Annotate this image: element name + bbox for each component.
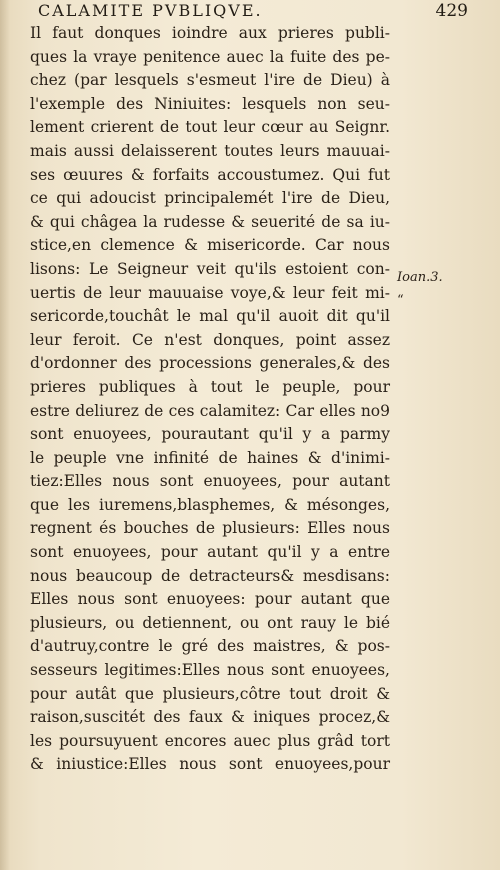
text-line: mais aussi delaisserent toutes leurs mauuai- [30, 141, 390, 160]
page-number: 429 [435, 1, 468, 21]
text-line: chez (par lesquels s'esmeut l'ire de Dieu) à [30, 71, 390, 90]
text-line: sesseurs legitimes:Elles nous sont enuoyees, [30, 661, 390, 680]
text-line: sont enuoyees, pour autant qu'il y a entre [30, 543, 390, 562]
text-line: Elles nous sont enuoyees: pour autant que [30, 590, 390, 609]
text-line: leur feroit. Ce n'est donques, point assez [30, 330, 390, 349]
text-line: lisons: Le Seigneur veit qu'ils estoient con- [30, 259, 390, 278]
text-line: le peuple vne infinité de haines & d'inimi- [30, 448, 390, 467]
text-line: lement crierent de tout leur cœur au Seignr. [30, 118, 390, 137]
text-line: sericorde,touchât le mal qu'il auoit dit qu'il [30, 307, 390, 326]
text-line: regnent és bouches de plusieurs: Elles nous [30, 519, 390, 538]
text-line: & iniustice:Elles nous sont enuoyees,pour [30, 755, 390, 774]
text-line: sont enuoyees, pourautant qu'il y a parmy [30, 425, 390, 444]
text-line: que les iuremens,blasphemes, & mésonges, [30, 495, 390, 514]
text-line: ques la vraye penitence auec la fuite des pe- [30, 47, 390, 66]
text-line: d'autruy,contre le gré des maistres, & pos- [30, 637, 390, 656]
text-line: tiez:Elles nous sont enuoyees, pour autant [30, 472, 390, 491]
text-line: uertis de leur mauuaise voye,& leur feit mi- [30, 283, 390, 302]
text-line: prieres publiques à tout le peuple, pour [30, 377, 390, 396]
margin-quote-mark: “ [397, 293, 404, 308]
text-line: plusieurs, ou detiennent, ou ont rauy le bié [30, 613, 390, 632]
text-line: Il faut donques ioindre aux prieres publi- [30, 24, 390, 42]
page-gutter-shadow [0, 0, 10, 870]
text-line: nous beaucoup de detracteurs& mesdisans: [30, 566, 390, 585]
text-line: & qui châgea la rudesse & seuerité de sa iu- [30, 212, 390, 231]
text-line: d'ordonner des processions generales,& des [30, 354, 390, 373]
body-text [30, 22, 390, 777]
text-line: ce qui adoucist principalemét l'ire de Dieu, [30, 189, 390, 208]
text-line: les poursuyuent encores auec plus grâd tort [30, 731, 390, 750]
text-line: stice,en clemence & misericorde. Car nous [30, 236, 390, 255]
text-line: estre deliurez de ces calamitez: Car elles no9 [30, 401, 390, 420]
text-line: ses œuures & forfaits accoustumez. Qui fut [30, 165, 390, 184]
text-line: l'exemple des Niniuites: lesquels non seu- [30, 94, 390, 113]
running-title: CALAMITE PVBLIQVE. [38, 1, 263, 20]
text-line: raison,suscitét des faux & iniques procez,& [30, 708, 390, 727]
text-line: pour autât que plusieurs,côtre tout droit & [30, 684, 390, 703]
margin-reference: Ioan.3. [397, 270, 443, 285]
